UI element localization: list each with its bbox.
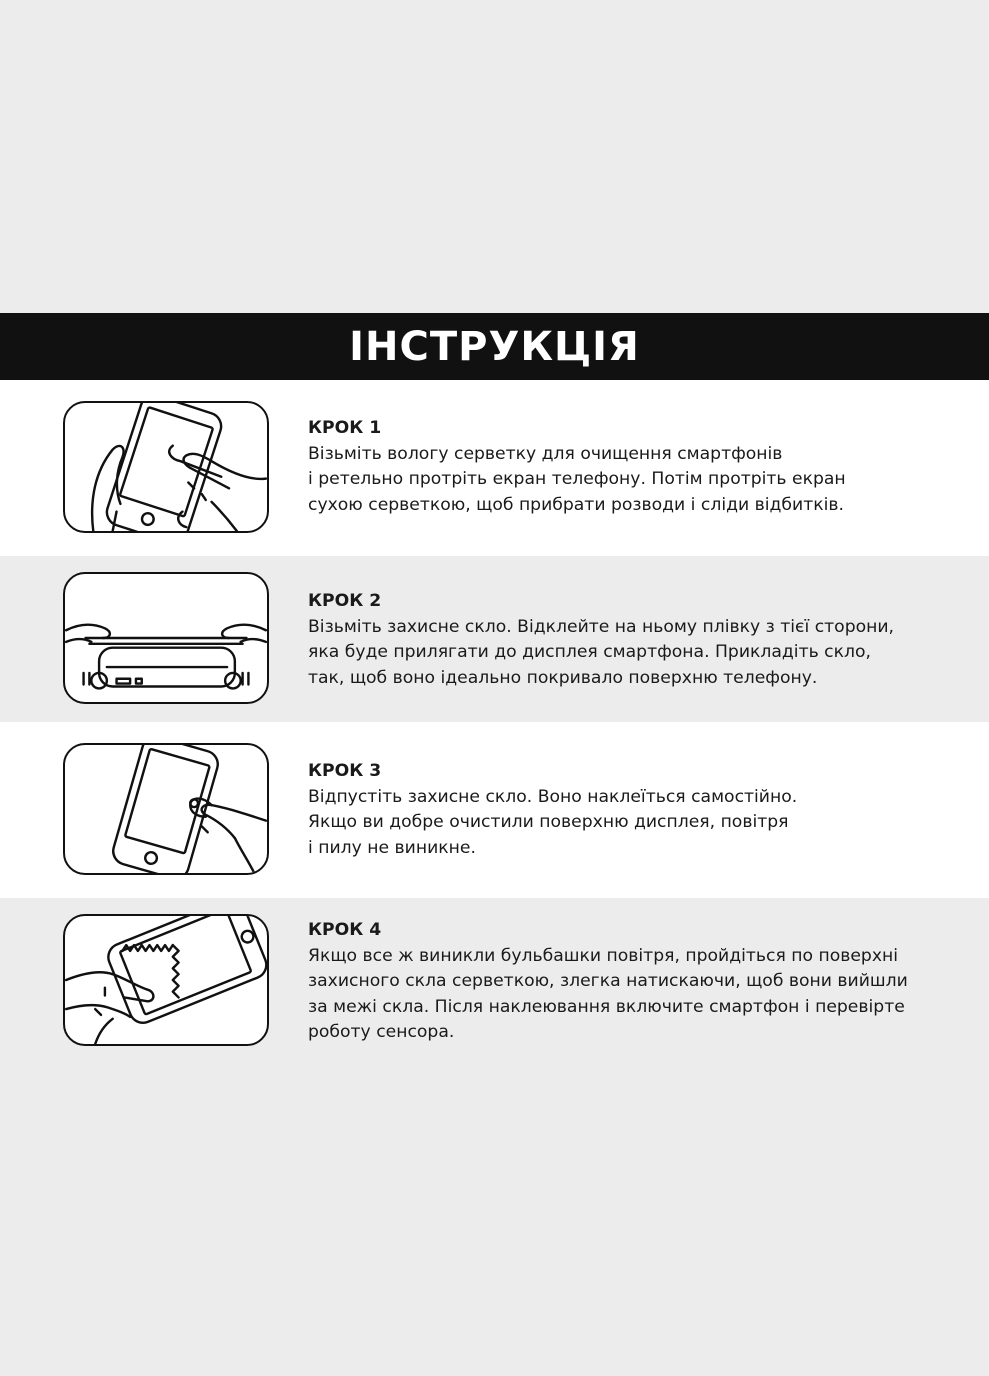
apply-glass-icon [63, 572, 269, 704]
wipe-screen-icon [63, 401, 269, 533]
step-4 [0, 898, 989, 1068]
step-2-title: КРОК 2 [308, 591, 382, 611]
step-3-line-2: Якщо ви добре очистили поверхню дисплея, повітря [308, 812, 789, 832]
page-title: ІНСТРУКЦІЯ [349, 323, 640, 370]
step-1-line-1: Візьміть вологу серветку для очищення смартфонів [308, 443, 783, 464]
step-2-line-3: так, щоб воно ідеально покривало поверхню телефону. [308, 667, 818, 688]
step-2-line-1: Візьміть захисне скло. Відклейте на ньому плівку з тієї сторони, [308, 616, 894, 637]
step-4-line-4: роботу сенсора. [308, 1022, 455, 1042]
step-1 [0, 380, 989, 556]
instruction-header [0, 313, 989, 380]
step-4-line-3: за межі скла. Після наклеювання включите смартфон і перевірте [308, 996, 905, 1017]
step-2-line-2: яка буде прилягати до дисплея смартфона. Прикладіть скло, [308, 642, 871, 662]
step-4-line-2: захисного скла серветкою, злегка натискаючи, щоб вони вийшли [308, 971, 908, 991]
step-3-title: КРОК 3 [308, 761, 382, 781]
step-3-line-3: і пилу не виникне. [308, 837, 476, 858]
step-1-line-2: і ретельно протріть екран телефону. Потім протріть екран [308, 469, 846, 489]
press-glass-icon [63, 743, 269, 875]
remove-bubbles-icon [63, 914, 269, 1046]
step-2 [0, 556, 989, 722]
step-3-line-1: Відпустіть захисне скло. Воно наклеїться самостійно. [308, 786, 798, 807]
step-3 [0, 722, 989, 898]
step-1-line-3: сухою серветкою, щоб прибрати розводи і сліди відбитків. [308, 494, 844, 515]
step-4-line-1: Якщо все ж виникли бульбашки повітря, пройдіться по поверхні [308, 945, 899, 966]
step-4-title: КРОК 4 [308, 920, 382, 940]
step-1-title: КРОК 1 [308, 418, 382, 438]
